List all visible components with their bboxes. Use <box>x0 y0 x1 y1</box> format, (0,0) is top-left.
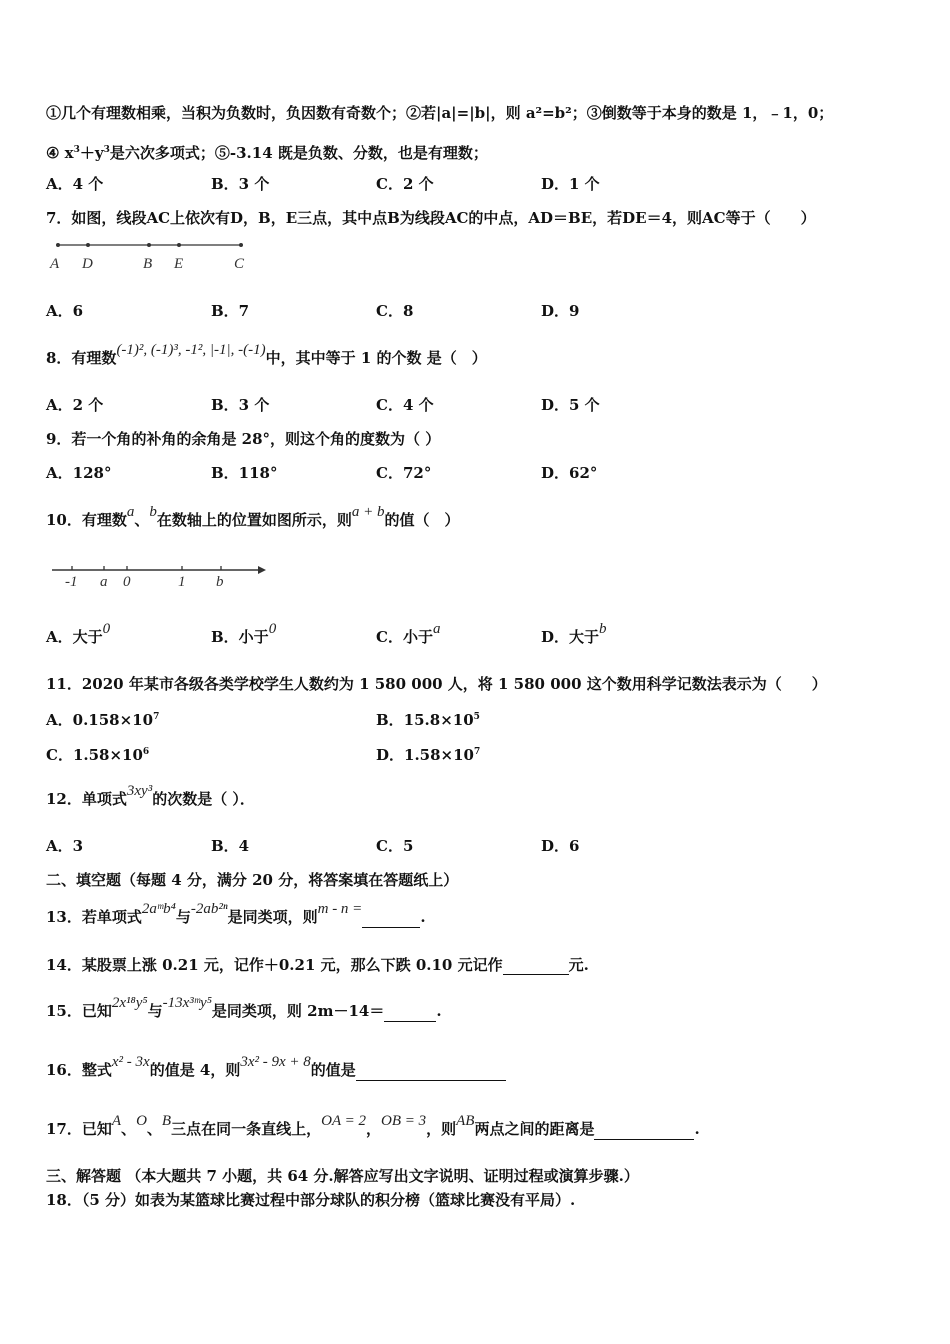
q11-option-d: D．$1.58\times 10^7$ <box>376 746 481 764</box>
q9-option-d: D．62° <box>541 464 598 482</box>
q12-option-c: C．5 <box>376 837 414 855</box>
q16-stem: 16．整式x² - 3x的值是 4，则3x² - 9x + 8的值是 <box>46 1060 506 1081</box>
q8-stem: 8．有理数(-1)², (-1)³, -1², |-1|, -(-1)中，其中等于 1 的个数 是（ ） <box>46 342 487 367</box>
q14-stem: 14．某股票上涨 0.21 元，记作＋0.21 元，那么下跌 0.10 元记作 元. <box>46 956 589 974</box>
q10-number-line <box>46 558 276 594</box>
q9-stem: 9．若一个角的补角的余角是 28°，则这个角的度数为（ ） <box>46 430 441 448</box>
q10-option-a: A．大于0 <box>46 621 111 646</box>
q13-answer-blank[interactable] <box>362 911 420 928</box>
q11-stem: 11．2020 年某市各级各类学校学生人数约为 1 580 000 人，将 1 580 000 这个数用科学记数法表示为（ ） <box>46 675 827 693</box>
q12-stem: 12．单项式3xy³的次数是（ ）． <box>46 783 255 808</box>
q8-expression: (-1)², (-1)³, -1², |-1|, -(-1) <box>116 342 266 358</box>
q10-option-c: C．小于a <box>376 621 441 646</box>
q13-stem: 13．若单项式2aᵐb⁴与-2ab²ⁿ是同类项，则m - n = . <box>46 901 426 926</box>
tick-b: b <box>216 574 224 590</box>
q12-option-d: D．6 <box>541 837 580 855</box>
q16-answer-blank[interactable] <box>356 1064 506 1081</box>
q8-option-d: D．5 个 <box>541 396 600 414</box>
q15-stem: 15．已知2x¹⁸y⁵与-13x³ᵐy⁵是同类项，则 2m－14＝ . <box>46 995 442 1020</box>
q15-answer-blank[interactable] <box>384 1005 436 1022</box>
q9-option-b: B．118° <box>211 464 278 482</box>
point-b <box>147 243 151 247</box>
axis-arrow <box>258 566 266 574</box>
q6-option-c: C．2 个 <box>376 175 434 193</box>
label-e: E <box>174 256 184 272</box>
q7-option-a: A．6 <box>46 302 84 320</box>
label-c: C <box>234 256 245 272</box>
tick-0: 0 <box>123 574 131 590</box>
q14-answer-blank[interactable] <box>503 958 569 975</box>
q11-option-c: C．$1.58\times 10^6$ <box>46 746 150 764</box>
q11-option-a: A．$0.158\times 10^7$ <box>46 711 160 729</box>
tick-neg1: -1 <box>65 574 78 590</box>
q6-option-a: A．4 个 <box>46 175 104 193</box>
point-c <box>239 243 243 247</box>
tick-a: a <box>100 574 108 590</box>
label-d: D <box>82 256 93 272</box>
q10-stem: 10．有理数a、b在数轴上的位置如图所示，则a + b的值（ ） <box>46 504 460 529</box>
q7-stem: 7．如图，线段AC上依次有D，B，E三点，其中点B为线段AC的中点，AD＝BE，若DE＝4，则AC等于（ ） <box>46 209 816 227</box>
point-d <box>86 243 90 247</box>
q9-option-c: C．72° <box>376 464 432 482</box>
q8-option-b: B．3 个 <box>211 396 270 414</box>
label-a: A <box>50 256 60 272</box>
label-b: B <box>143 256 153 272</box>
q8-option-c: C．4 个 <box>376 396 434 414</box>
point-e <box>177 243 181 247</box>
q18-stem: 18．（5 分）如表为某篮球比赛过程中部分球队的积分榜（篮球比赛没有平局）. <box>46 1191 576 1209</box>
point-a <box>56 243 60 247</box>
q6-option-b: B．3 个 <box>211 175 270 193</box>
q12-option-a: A．3 <box>46 837 84 855</box>
section2-heading: 二、填空题（每题 4 分，满分 20 分，将答案填在答题纸上） <box>46 871 459 889</box>
q17-answer-blank[interactable] <box>594 1123 694 1140</box>
q8-option-a: A．2 个 <box>46 396 104 414</box>
tick-1: 1 <box>178 574 186 590</box>
section3-heading: 三、解答题 （本大题共 7 小题，共 64 分.解答应写出文字说明、证明过程或演算步骤.） <box>46 1167 639 1185</box>
q7-option-b: B．7 <box>211 302 250 320</box>
q6-statements-line2: ④ $x^3+y^3$是六次多项式；⑤-3.14 既是负数、分数，也是有理数； <box>46 144 488 162</box>
q7-option-c: C．8 <box>376 302 414 320</box>
q6-option-d: D．1 个 <box>541 175 600 193</box>
q10-option-b: B．小于0 <box>211 621 277 646</box>
q6-statements-line1: ①几个有理数相乘，当积为负数时，负因数有奇数个；②若|a|=|b|，则 a²=b²；③倒数等于本身的数是 1，﹣1，0； <box>46 104 834 122</box>
q12-option-b: B．4 <box>211 837 250 855</box>
q10-option-d: D．大于b <box>541 621 607 646</box>
q7-option-d: D．9 <box>541 302 580 320</box>
q11-option-b: B．$15.8\times 10^5$ <box>376 711 480 729</box>
q17-stem: 17．已知A、O、B三点在同一条直线上，OA = 2，OB = 3，则AB两点之间的距离是 . <box>46 1113 700 1138</box>
q7-segment-figure <box>46 236 266 276</box>
q9-option-a: A．128° <box>46 464 112 482</box>
